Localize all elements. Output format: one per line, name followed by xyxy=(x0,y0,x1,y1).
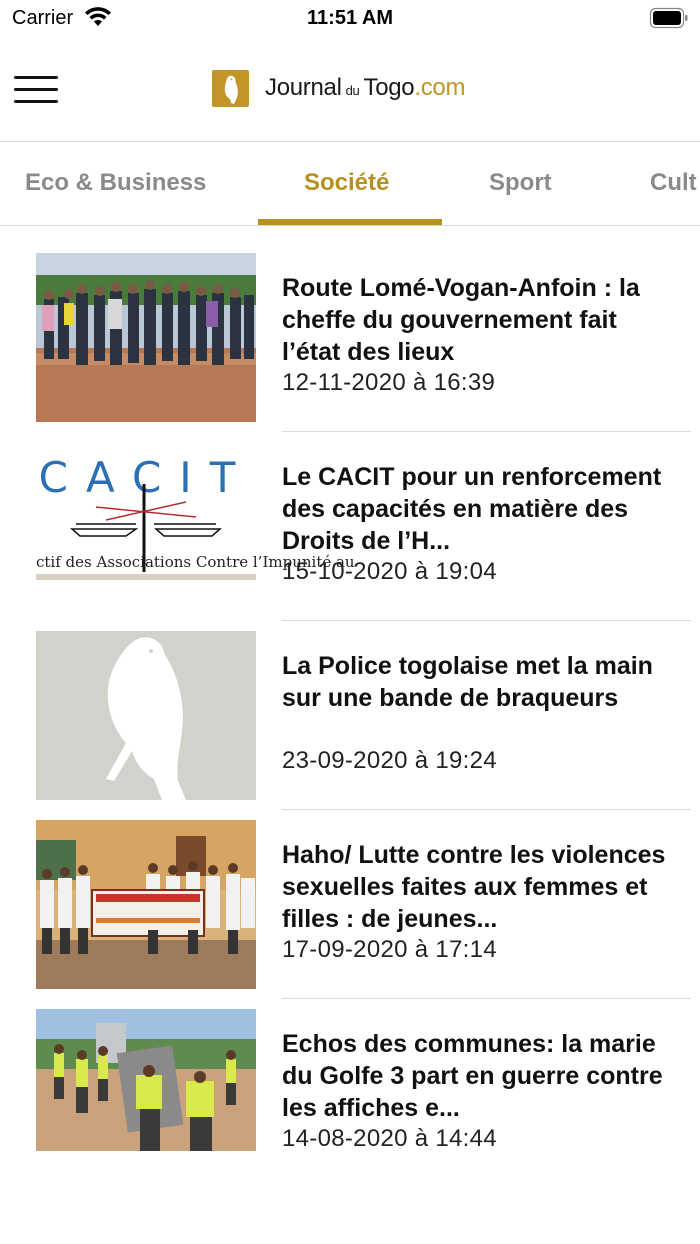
logo-word-journal: Journal xyxy=(265,74,342,101)
status-time: 11:51 AM xyxy=(307,7,393,29)
article-item[interactable] xyxy=(0,442,700,631)
menu-icon[interactable] xyxy=(14,76,58,104)
article-date: 23-09-2020 à 19:24 xyxy=(282,747,497,774)
article-title: Route Lomé-Vogan-Anfoin : la cheffe du gouvernement fait l’état des lieux xyxy=(282,274,640,366)
tab-societe[interactable]: Société xyxy=(304,169,390,196)
article-title: Echos des communes: la marie du Golfe 3 part en guerre contre les affiches e... xyxy=(282,1030,663,1122)
article-date: 17-09-2020 à 17:14 xyxy=(282,936,497,963)
status-bar xyxy=(0,0,700,36)
logo-text xyxy=(265,74,465,102)
tab-culture[interactable]: Cult xyxy=(650,169,697,196)
article-item[interactable] xyxy=(0,631,700,820)
active-tab-indicator xyxy=(258,219,442,225)
logo-word-togo: Togo xyxy=(363,74,415,101)
cacit-acronym: CACIT xyxy=(38,453,254,502)
site-logo[interactable] xyxy=(212,69,465,107)
article-date: 14-08-2020 à 14:44 xyxy=(282,1125,497,1152)
logo-word-com: .com xyxy=(414,74,466,101)
article-thumbnail xyxy=(36,442,355,611)
article-item[interactable] xyxy=(0,253,700,442)
article-title: La Police togolaise met la main sur une bande de braqueurs xyxy=(282,652,653,712)
category-tabs xyxy=(0,142,700,226)
divider xyxy=(282,998,691,999)
logo-word-du: du xyxy=(345,83,360,98)
article-thumbnail xyxy=(36,631,256,800)
bird-logo-icon xyxy=(212,70,249,107)
article-item[interactable] xyxy=(0,1009,700,1198)
article-thumbnail xyxy=(36,253,256,422)
article-thumbnail xyxy=(36,820,256,989)
app-header xyxy=(0,36,700,142)
divider xyxy=(282,620,691,621)
divider xyxy=(282,809,691,810)
carrier-label: Carrier xyxy=(12,7,74,29)
article-title: Le CACIT pour un renforcement des capacités en matière des Droits de l’H... xyxy=(282,463,662,555)
article-date: 15-10-2020 à 19:04 xyxy=(282,558,497,585)
article-thumbnail xyxy=(36,1009,256,1151)
article-date: 12-11-2020 à 16:39 xyxy=(282,369,496,396)
article-item[interactable] xyxy=(0,820,700,1009)
article-title: Haho/ Lutte contre les violences sexuelles faites aux femmes et filles : de jeunes... xyxy=(282,841,666,933)
tab-sport[interactable]: Sport xyxy=(489,169,552,196)
tab-eco-business[interactable]: Eco & Business xyxy=(25,169,207,196)
divider xyxy=(282,431,691,432)
battery-icon xyxy=(650,8,688,28)
cacit-caption: ctif des Associations Contre l’Impunité au xyxy=(36,553,355,571)
